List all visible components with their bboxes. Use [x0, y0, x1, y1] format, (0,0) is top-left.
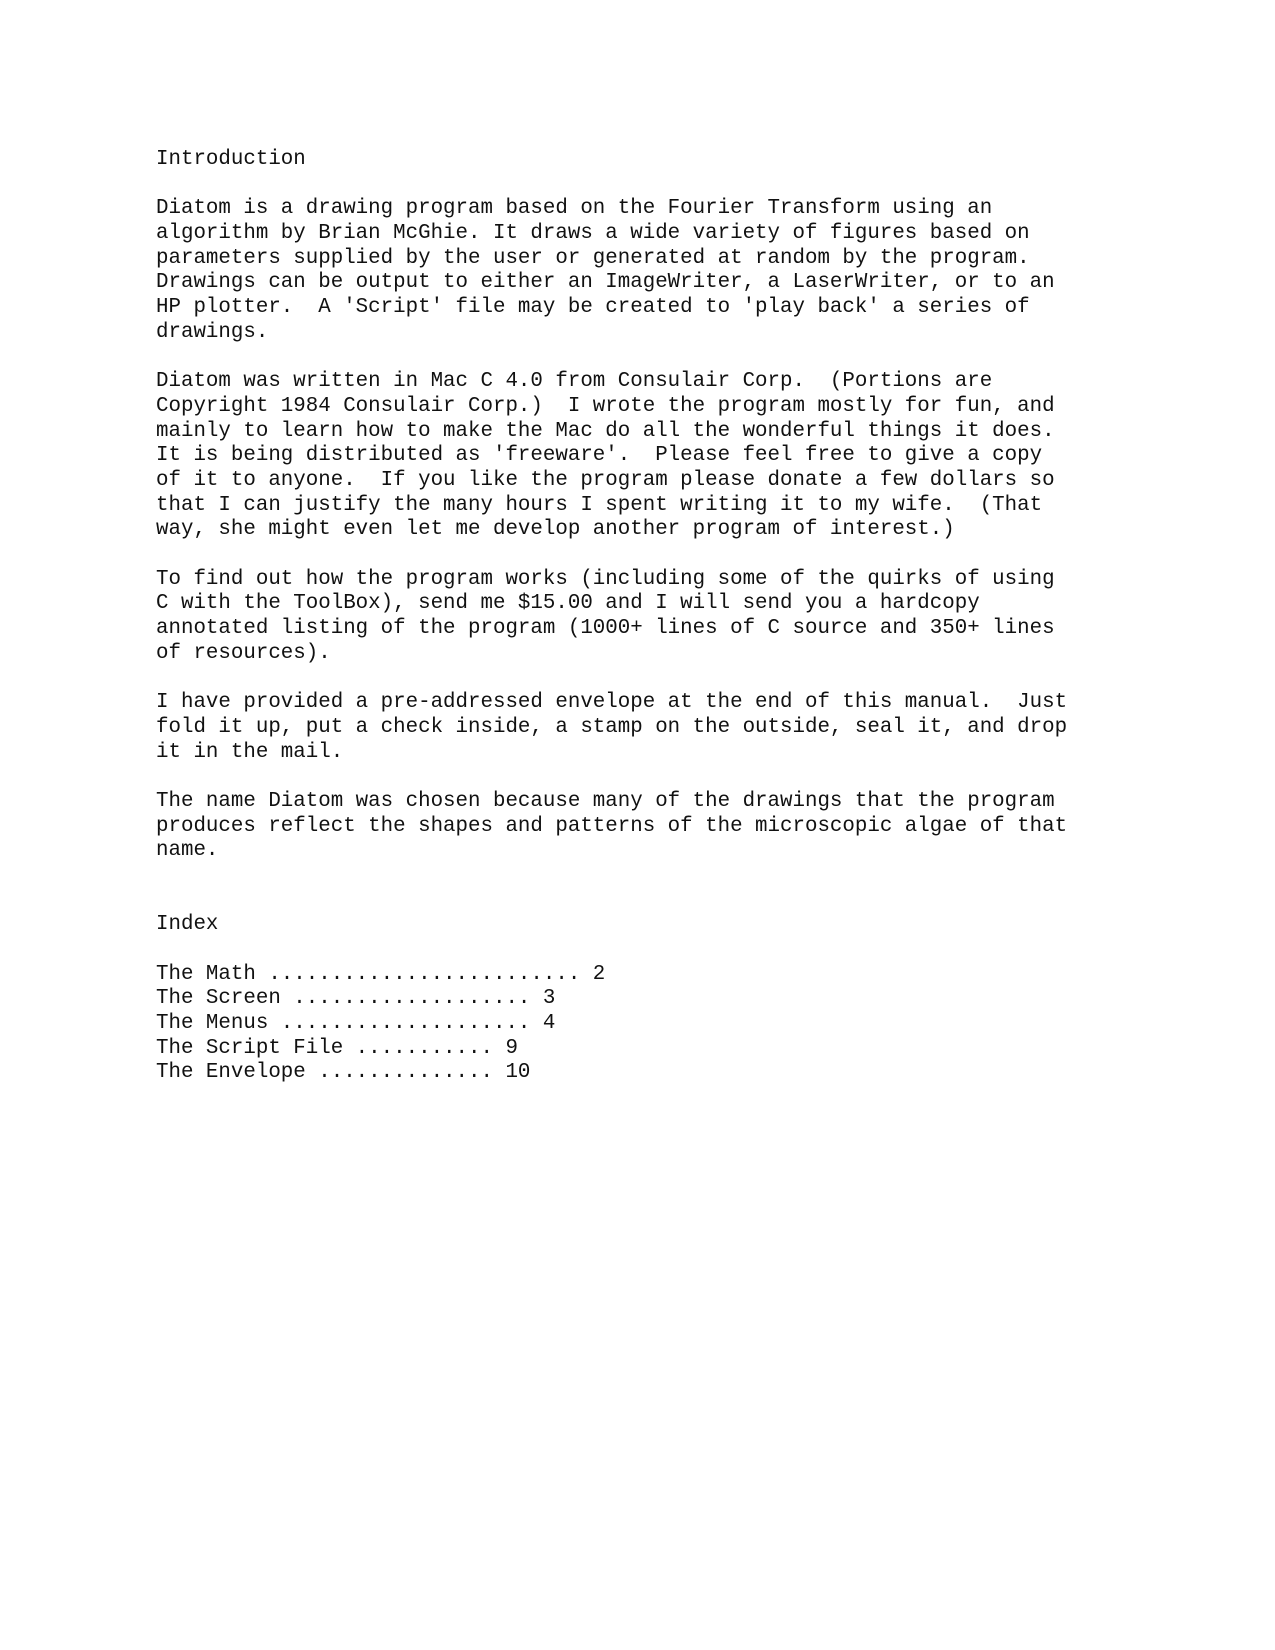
intro-paragraph-5: [156, 790, 1236, 864]
text-line: it in the mail.: [156, 740, 344, 764]
text-line: Diatom is a drawing program based on the Fourier Transform using an: [156, 197, 993, 221]
text-line: drawings.: [156, 320, 269, 344]
text-line: C with the ToolBox), send me $15.00 and I will send you a hardcopy: [156, 592, 980, 616]
text-line: of resources).: [156, 641, 331, 665]
text-line: mainly to learn how to make the Mac do all the wonderful things it does.: [156, 419, 1055, 443]
index-heading: Index: [156, 913, 219, 937]
introduction-heading: Introduction: [156, 148, 306, 171]
index-entry-math: The Math ......................... 2: [156, 962, 606, 986]
text-line: produces reflect the shapes and patterns of the microscopic algae of that: [156, 814, 1068, 838]
text-line: To find out how the program works (including some of the quirks of using: [156, 567, 1055, 591]
text-line: parameters supplied by the user or generated at random by the program.: [156, 246, 1030, 270]
index-entry-menus: The Menus .................... 4: [156, 1012, 556, 1036]
text-line: HP plotter. A 'Script' file may be created to 'play back' a series of: [156, 296, 1030, 320]
intro-paragraph-1: [156, 197, 1236, 345]
document-page: [156, 148, 1236, 1086]
text-line: The name Diatom was chosen because many of the drawings that the program: [156, 789, 1055, 813]
index-list: [156, 963, 1236, 1086]
text-line: that I can justify the many hours I spent writing it to my wife. (That: [156, 493, 1043, 517]
index-entry-screen: The Screen ................... 3: [156, 987, 556, 1011]
text-line: of it to anyone. If you like the program please donate a few dollars so: [156, 468, 1055, 492]
text-line: fold it up, put a check inside, a stamp on the outside, seal it, and drop: [156, 715, 1068, 739]
spacer: [156, 889, 1236, 914]
text-line: Drawings can be output to either an ImageWriter, a LaserWriter, or to an: [156, 271, 1055, 295]
text-line: I have provided a pre-addressed envelope at the end of this manual. Just: [156, 691, 1068, 715]
text-line: way, she might even let me develop another program of interest.): [156, 518, 955, 542]
intro-paragraph-4: [156, 691, 1236, 765]
spacer: [156, 938, 1236, 963]
text-line: name.: [156, 839, 219, 863]
text-line: algorithm by Brian McGhie. It draws a wide variety of figures based on: [156, 222, 1030, 246]
index-entry-envelope: The Envelope .............. 10: [156, 1061, 531, 1085]
text-line: Copyright 1984 Consulair Corp.) I wrote the program mostly for fun, and: [156, 394, 1055, 418]
intro-paragraph-2: [156, 370, 1236, 543]
text-line: It is being distributed as 'freeware'. Please feel free to give a copy: [156, 444, 1043, 468]
text-line: annotated listing of the program (1000+ lines of C source and 350+ lines: [156, 617, 1055, 641]
spacer: [156, 173, 1236, 198]
text-line: Diatom was written in Mac C 4.0 from Consulair Corp. (Portions are: [156, 370, 993, 394]
intro-paragraph-3: [156, 568, 1236, 667]
index-entry-script-file: The Script File ........... 9: [156, 1036, 518, 1060]
